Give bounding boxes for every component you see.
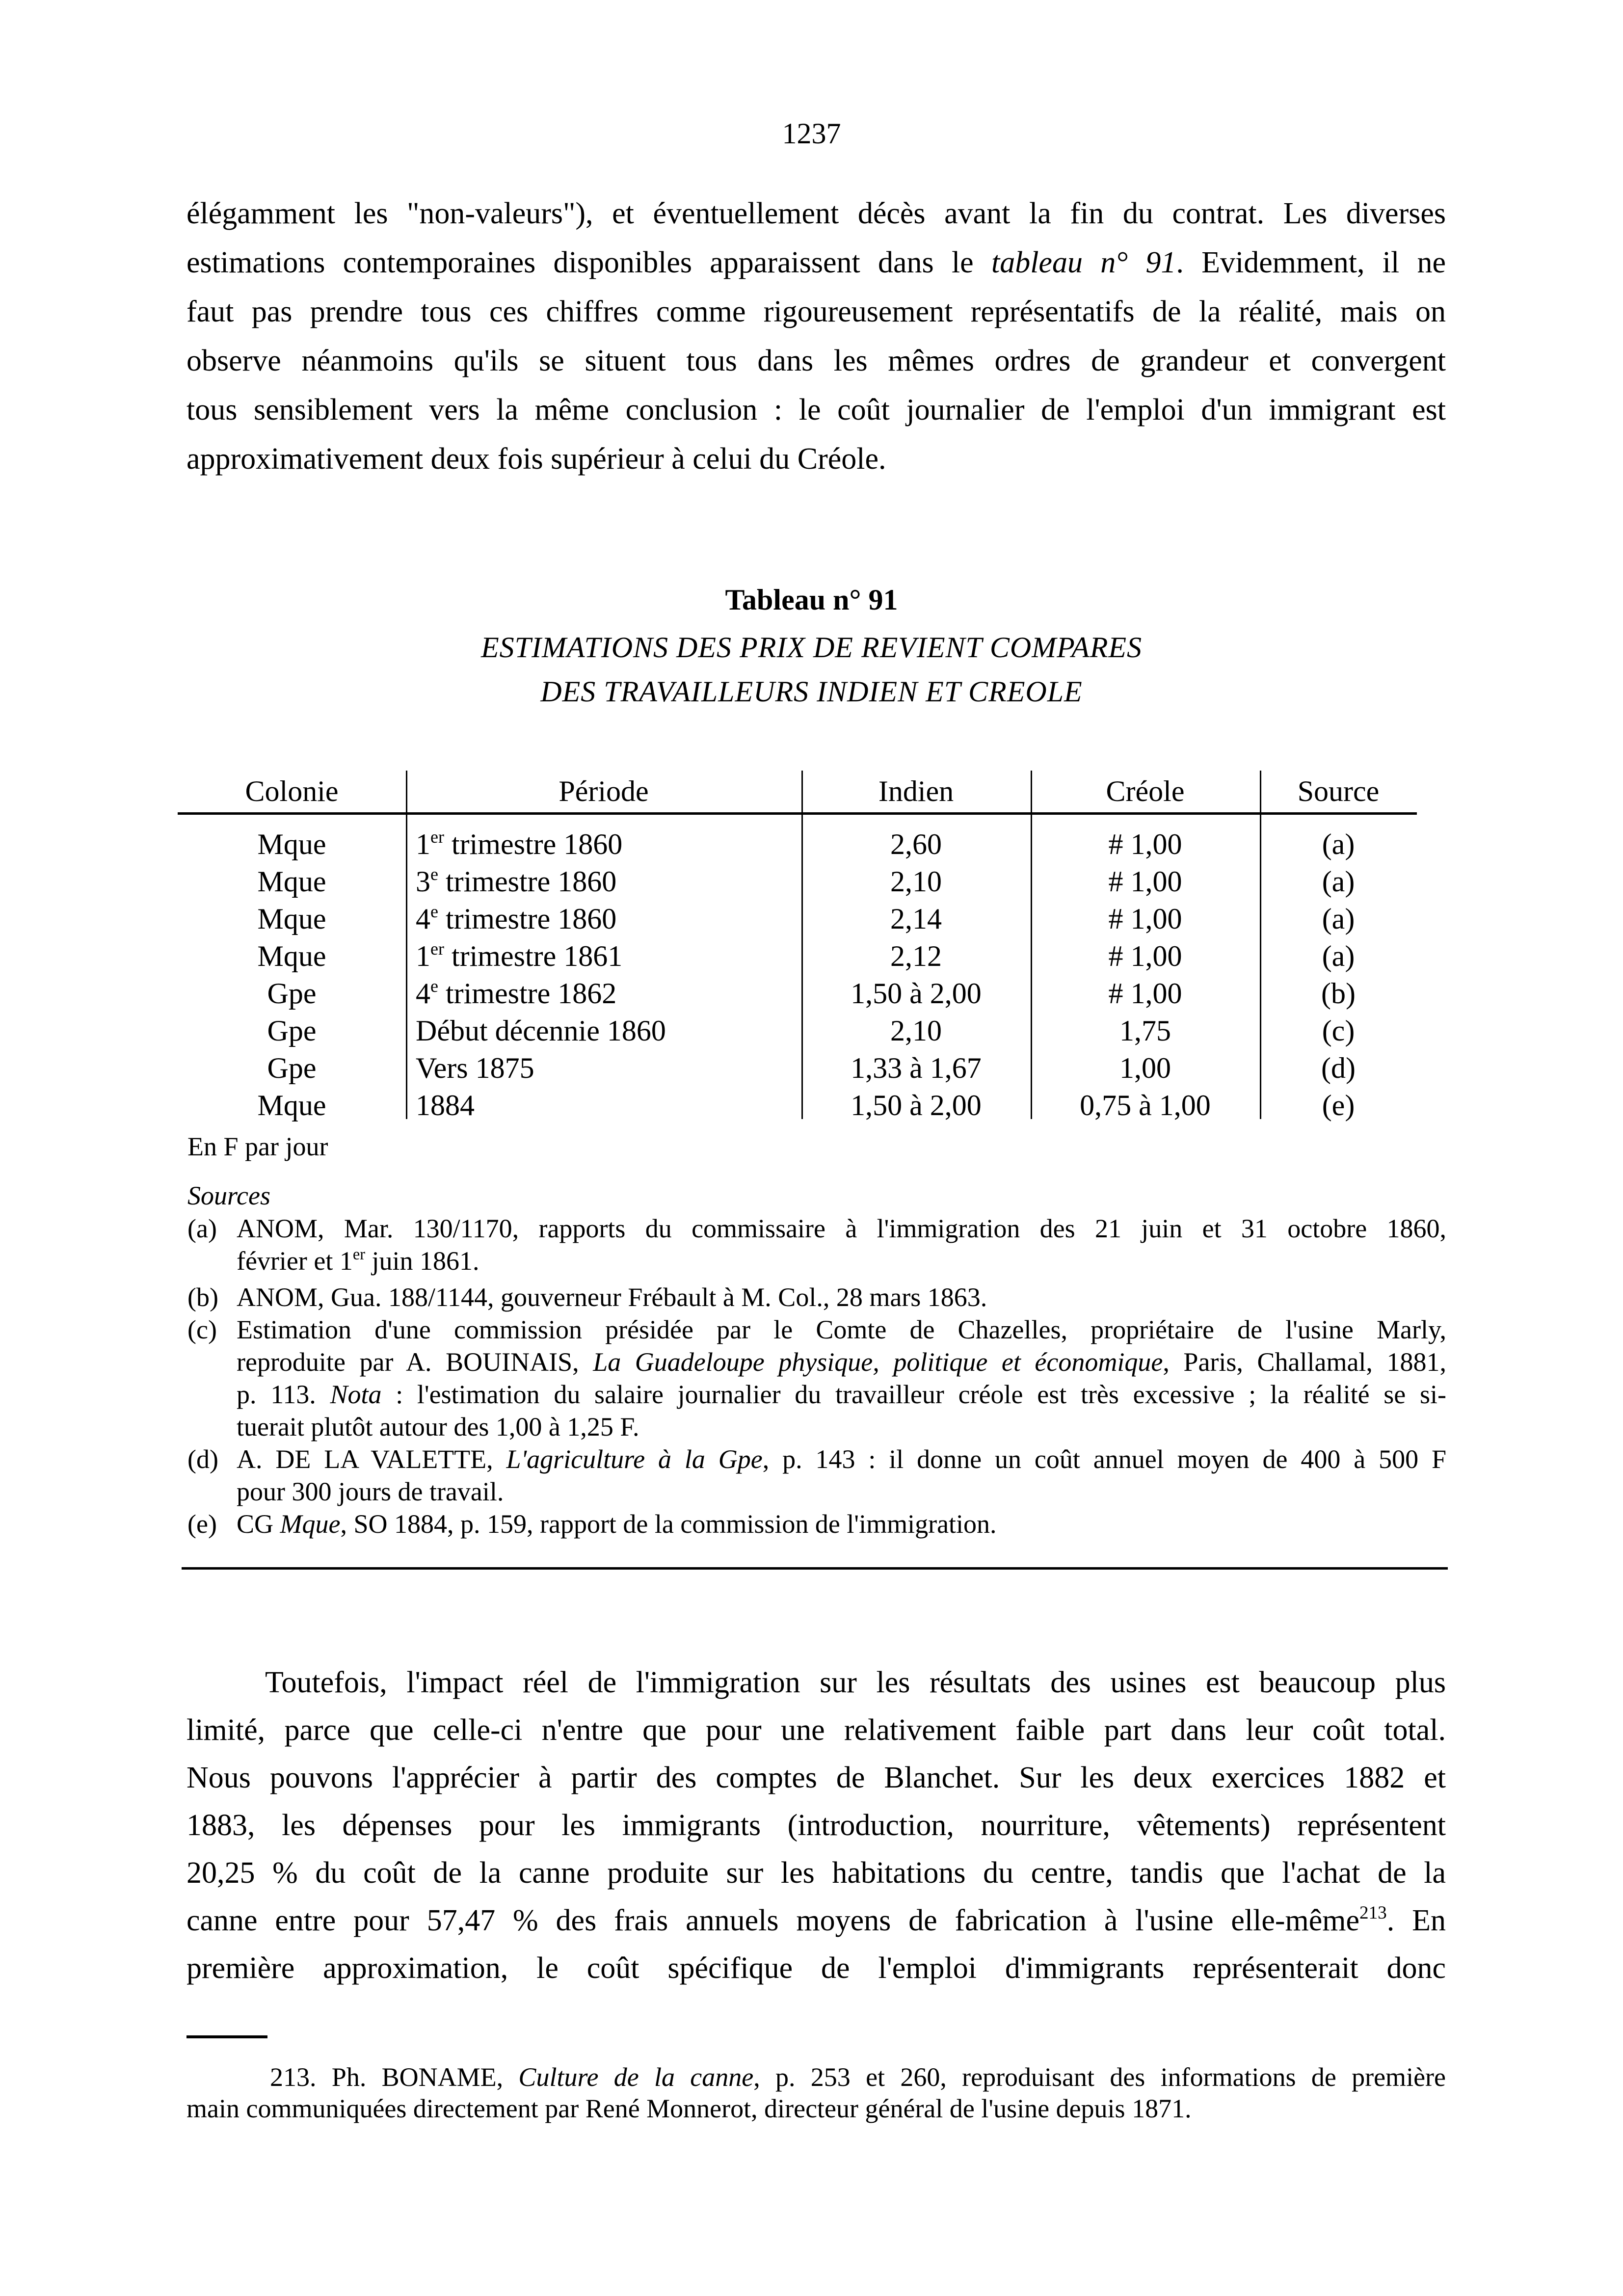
cell-creole: # 1,00 xyxy=(1108,865,1182,898)
paragraph-line: Toutefois, l'impact réel de l'immigration sur les résultats des usines est beaucoup plus xyxy=(265,1666,1446,1699)
cell-source: (a) xyxy=(1322,865,1355,898)
source-item-a: (a) ANOM, Mar. 130/1170, rapports du commissaire à l'immigration des 21 juin et 31 octobre 1860, février et 1er juin 1861. xyxy=(187,1214,1446,1276)
paragraph-line: observe néanmoins qu'ils se situent tous dans les mêmes ordres de grandeur et convergent xyxy=(186,344,1446,377)
cell-indien: 1,50 à 2,00 xyxy=(851,1089,982,1121)
cell-colonie: Gpe xyxy=(267,1052,317,1084)
source-item-e: (e) CG Mque, SO 1884, p. 159, rapport de la commission de l'immigration. xyxy=(187,1509,997,1539)
cell-creole: # 1,00 xyxy=(1108,940,1182,972)
cell-source: (a) xyxy=(1322,940,1355,972)
table-subtitle-line-2: DES TRAVAILLEURS INDIEN ET CREOLE xyxy=(540,675,1083,708)
cell-source: (a) xyxy=(1322,903,1355,935)
body-paragraph-2 xyxy=(186,1659,1446,1992)
cell-periode: Vers 1875 xyxy=(416,1052,534,1084)
table-row xyxy=(178,977,1417,1014)
cell-creole: 1,00 xyxy=(1119,1052,1171,1084)
table-bottom-rule xyxy=(182,1567,1448,1570)
table-row xyxy=(178,939,1417,977)
source-item-b: (b) ANOM, Gua. 188/1144, gouverneur Frébault à M. Col., 28 mars 1863. xyxy=(187,1282,987,1312)
page-number: 1237 xyxy=(782,117,841,150)
table-subtitle-line-1: ESTIMATIONS DES PRIX DE REVIENT COMPARES xyxy=(480,631,1143,664)
table-title: Tableau n° 91 xyxy=(725,584,898,616)
cell-creole: # 1,00 xyxy=(1108,903,1182,935)
footnote-separator xyxy=(186,2035,267,2038)
table-row xyxy=(178,865,1417,902)
table-row xyxy=(178,828,1417,865)
cell-indien: 2,10 xyxy=(890,865,942,898)
paragraph-line: 20,25 % du coût de la canne produite sur les habitations du centre, tandis que l'achat de la xyxy=(186,1856,1446,1890)
cell-colonie: Gpe xyxy=(267,1015,317,1047)
cell-periode: 4e trimestre 1862 xyxy=(416,976,617,1010)
cell-colonie: Mque xyxy=(257,1089,326,1121)
cell-colonie: Gpe xyxy=(267,977,317,1010)
sources-list xyxy=(187,1212,1446,1540)
cell-colonie: Mque xyxy=(257,903,326,935)
cell-indien: 2,10 xyxy=(890,1015,942,1047)
cell-colonie: Mque xyxy=(257,865,326,898)
source-item-c: (c) Estimation d'une commission présidée par le Comte de Chazelles, propriétaire de l'usine Marly, reproduite par A. BOUINAIS, La Guadeloupe physique, politique et économique, Paris, Challamal, 1881, p. 113. Nota : l'estimation du salaire journalier du travailleur créole est très excessive ; la réalité se si- tuerait plutôt autour des 1,00 à 1,25 F. xyxy=(187,1315,1446,1442)
cost-comparison-table xyxy=(178,771,1417,1126)
cell-creole: 0,75 à 1,00 xyxy=(1080,1089,1211,1121)
cell-indien: 1,50 à 2,00 xyxy=(851,977,982,1010)
cell-periode: Début décennie 1860 xyxy=(416,1015,666,1047)
header-colonie: Colonie xyxy=(245,775,339,807)
cell-colonie: Mque xyxy=(257,940,326,972)
paragraph-line: estimations contemporaines disponibles apparaissent dans le tableau n° 91. Evidemment, il ne xyxy=(186,246,1446,279)
paragraph-line: canne entre pour 57,47 % des frais annuels moyens de fabrication à l'usine elle-même$^{213}$. En xyxy=(186,1902,1446,1937)
cell-creole: 1,75 xyxy=(1119,1015,1171,1047)
table-header-row xyxy=(178,771,1417,815)
paragraph-line: approximativement deux fois supérieur à celui du Créole. xyxy=(186,442,886,476)
source-item-d: (d) A. DE LA VALETTE, L'agriculture à la Gpe, p. 143 : il donne un coût annuel moyen de 400 à 500 F pour 300 jours de travail. xyxy=(187,1444,1446,1506)
unit-note: En F par jour xyxy=(187,1132,328,1161)
paragraph-line: tous sensiblement vers la même conclusion : le coût journalier de l'emploi d'un immigrant est xyxy=(186,393,1446,427)
table-row xyxy=(178,1089,1417,1126)
table-row xyxy=(178,1014,1417,1051)
cell-source: (b) xyxy=(1321,977,1356,1010)
cell-creole: # 1,00 xyxy=(1108,977,1182,1010)
cell-colonie: Mque xyxy=(257,828,326,860)
cell-source: (d) xyxy=(1321,1052,1356,1084)
cell-indien: 2,60 xyxy=(890,828,942,860)
sources-heading: Sources xyxy=(187,1181,270,1210)
paragraph-line: élégamment les "non-valeurs"), et éventuellement décès avant la fin du contrat. Les diverses xyxy=(186,197,1446,230)
header-periode: Période xyxy=(559,775,649,807)
cell-indien: 2,14 xyxy=(890,903,942,935)
table-row xyxy=(178,1051,1417,1089)
paragraph-line: Nous pouvons l'apprécier à partir des comptes de Blanchet. Sur les deux exercices 1882 et xyxy=(186,1761,1446,1794)
cell-source: (a) xyxy=(1322,828,1355,860)
body-paragraph-1 xyxy=(186,189,1446,483)
cell-periode: 1er trimestre 1860 xyxy=(416,827,623,860)
cell-creole: # 1,00 xyxy=(1108,828,1182,860)
cell-periode: 1884 xyxy=(416,1089,475,1121)
table-row xyxy=(178,902,1417,939)
cell-indien: 2,12 xyxy=(890,940,942,972)
cell-periode: 1er trimestre 1861 xyxy=(416,938,623,972)
cell-indien: 1,33 à 1,67 xyxy=(851,1052,982,1084)
footnote-213: 213. Ph. BONAME, Culture de la canne, p. 253 et 260, reproduisant des informations de première main communiquées directement par René Monnerot, directeur général de l'usine depuis 1871. xyxy=(186,2062,1446,2123)
paragraph-line: faut pas prendre tous ces chiffres comme rigoureusement représentatifs de la réalité, mais on xyxy=(186,295,1446,328)
footnote-reference[interactable]: 213 xyxy=(1359,1902,1387,1923)
paragraph-line: 1883, les dépenses pour les immigrants (introduction, nourriture, vêtements) représentent xyxy=(186,1809,1446,1842)
cell-source: (e) xyxy=(1322,1089,1355,1121)
header-creole: Créole xyxy=(1106,775,1185,807)
header-indien: Indien xyxy=(878,775,954,807)
table-reference: tableau n° 91 xyxy=(991,246,1176,279)
paragraph-line: limité, parce que celle-ci n'entre que pour une relativement faible part dans leur coût total. xyxy=(186,1713,1446,1747)
cell-periode: 3e trimestre 1860 xyxy=(416,864,617,898)
cell-periode: 4e trimestre 1860 xyxy=(416,901,617,935)
paragraph-line: première approximation, le coût spécifique de l'emploi d'immigrants représenterait donc xyxy=(186,1951,1446,1985)
cell-source: (c) xyxy=(1322,1015,1355,1047)
header-source: Source xyxy=(1297,775,1380,807)
